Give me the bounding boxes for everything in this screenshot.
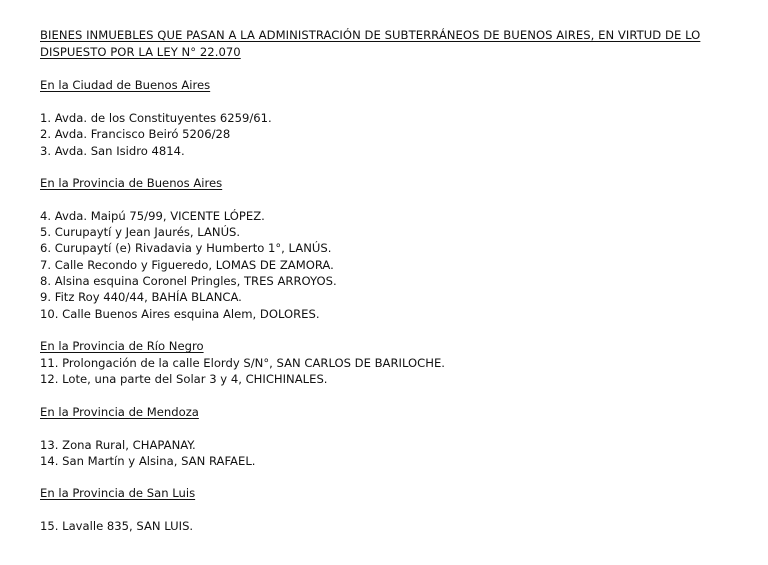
list-item: 8. Alsina esquina Coronel Pringles, TRES ARROYOS. [40,274,337,289]
section-heading: En la Provincia de San Luis [40,486,196,501]
list-item: 7. Calle Recondo y Figueredo, LOMAS DE ZAMORA. [40,257,334,272]
property-list [40,355,748,388]
section-heading: En la Ciudad de Buenos Aires [40,78,211,92]
section-provincia-buenos-aires [40,175,748,322]
list-item: 4. Avda. Maipú 75/99, VICENTE LÓPEZ. [40,208,265,223]
list-item: 3. Avda. San Isidro 4814. [40,143,185,158]
property-list [40,518,748,534]
list-item: 11. Prolongación de la calle Elordy S/N°, SAN CARLOS DE BARILOCHE. [40,355,445,370]
list-item: 14. San Martín y Alsina, SAN RAFAEL. [40,453,256,468]
document-title: BIENES INMUEBLES QUE PASAN A LA ADMINISTRACIÓN DE SUBTERRÁNEOS DE BUENOS AIRES, EN VIRTUD DE LO DISPUESTO POR LA LEY N° 22.070 [40,28,701,59]
section-heading: En la Provincia de Buenos Aires [40,175,223,190]
list-item: 9. Fitz Roy 440/44, BAHÍA BLANCA. [40,290,242,305]
property-list [40,437,748,470]
list-item: 6. Curupaytí (e) Rivadavia y Humberto 1°, LANÚS. [40,241,332,256]
section-ciudad-buenos-aires [40,77,748,159]
list-item: 12. Lote, una parte del Solar 3 y 4, CHICHINALES. [40,372,328,387]
section-provincia-rio-negro [40,338,748,388]
section-heading: En la Provincia de Río Negro [40,338,204,353]
list-item: 5. Curupaytí y Jean Jaurés, LANÚS. [40,225,241,240]
list-item: 2. Avda. Francisco Beiró 5206/28 [40,127,231,142]
property-list [40,208,748,322]
section-provincia-mendoza [40,404,748,470]
property-list [40,110,748,159]
list-item: 1. Avda. de los Constituyentes 6259/61. [40,111,272,125]
list-item: 15. Lavalle 835, SAN LUIS. [40,519,194,534]
section-heading: En la Provincia de Mendoza [40,404,199,419]
section-provincia-san-luis [40,485,748,534]
list-item: 10. Calle Buenos Aires esquina Alem, DOLORES. [40,306,320,321]
list-item: 13. Zona Rural, CHAPANAY. [40,437,196,452]
